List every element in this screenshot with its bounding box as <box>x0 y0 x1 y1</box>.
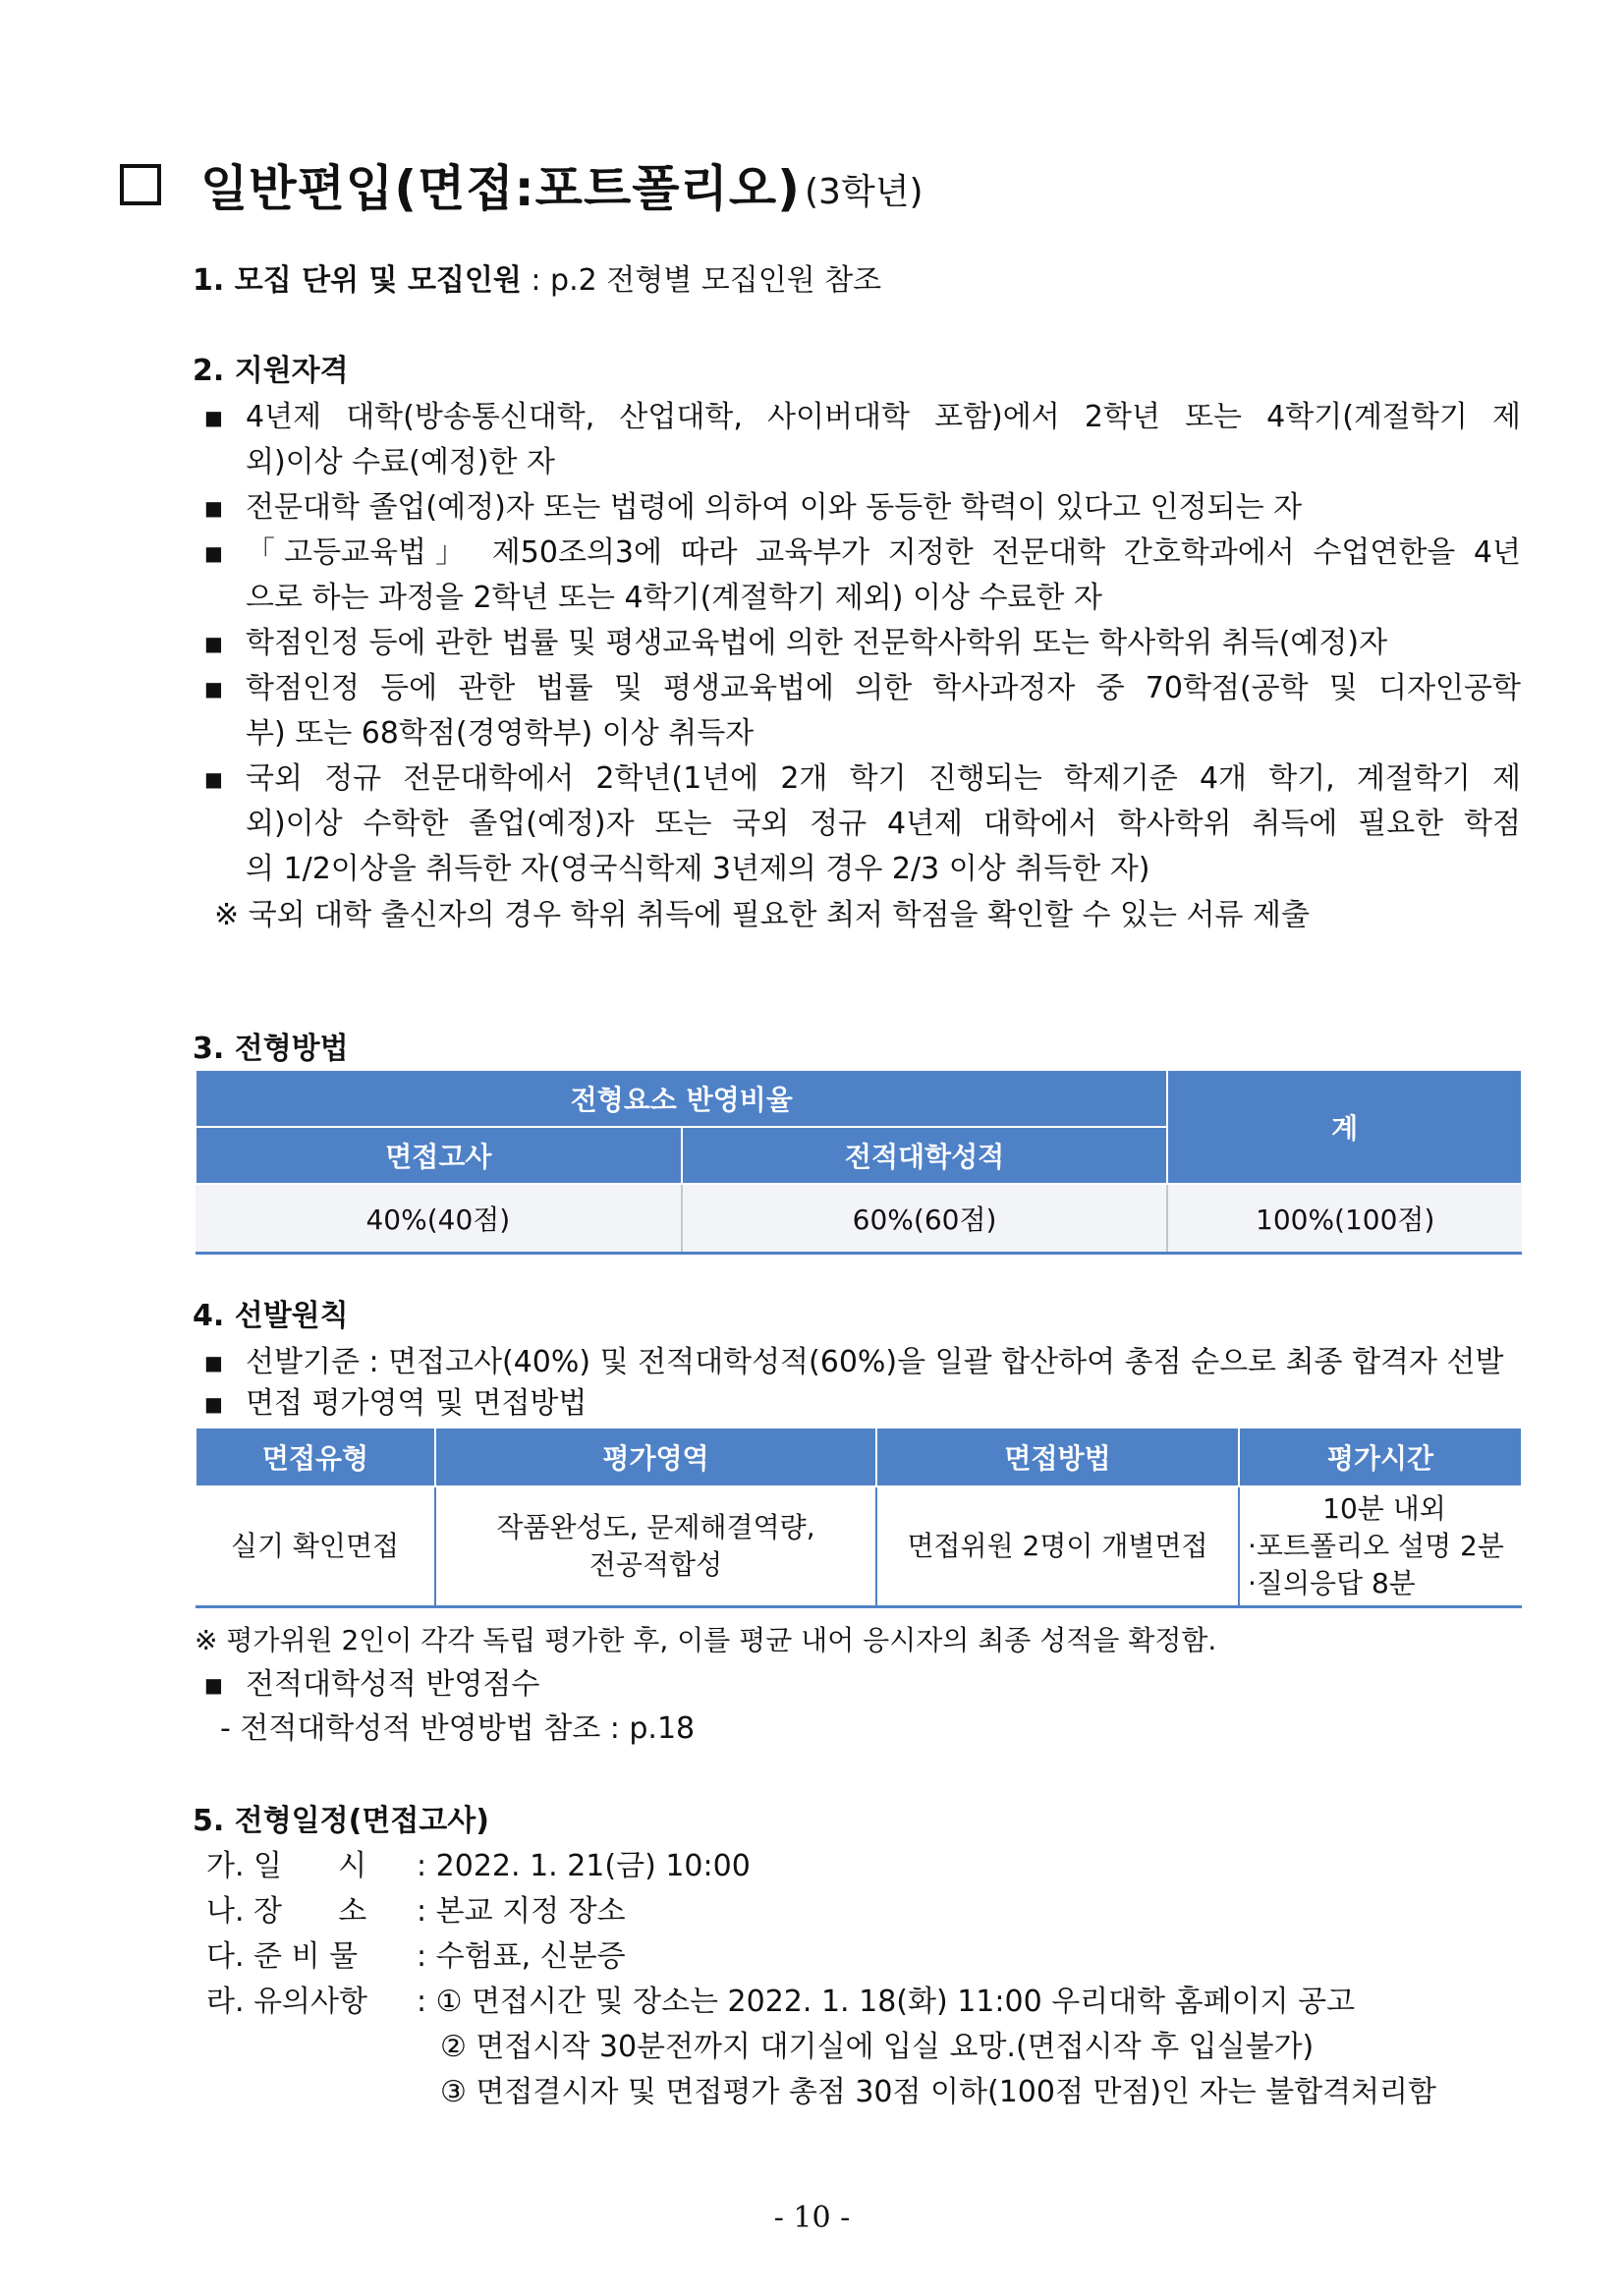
schedule-note: ② 면접시작 30분전까지 대기실에 입실 요망.(면접시작 후 입실불가) <box>440 2030 1315 2064</box>
list-item: ■ 면접 평가영역 및 면접방법 <box>204 1381 1521 1427</box>
group-header: 전형요소 반영비율 <box>196 1070 1167 1127</box>
square-bullet-icon: ■ <box>204 1351 223 1374</box>
section-3-head: 3. 전형방법 <box>193 1032 349 1066</box>
col-header: 면접고사 <box>196 1127 682 1184</box>
section-2-head: 2. 지원자격 <box>193 354 349 388</box>
square-bullet-icon: ■ <box>204 632 223 655</box>
list-item: ■ 「고등교육법」 제50조의3에 따라 교육부가 지정한 전문대학 간호학과에서 수업연한을 4년 으로 하는 과정을 2학년 또는 4학기(계절학기 제외) 이상 수료한 자 <box>204 531 1521 621</box>
page-number: - 10 - <box>773 2201 851 2235</box>
table-cell: 100%(100점) <box>1167 1184 1522 1254</box>
schedule-label: 다. 준 비 물 <box>206 1939 359 1974</box>
section-4-note: ※ 평가위원 2인이 각각 독립 평가한 후, 이를 평균 내어 응시자의 최종 성적을 확정함. <box>195 1624 1217 1656</box>
square-bullet-icon: ■ <box>204 767 223 791</box>
schedule-value: : 2022. 1. 21(금) 10:00 <box>417 1849 751 1883</box>
square-bullet-icon: ■ <box>204 677 223 700</box>
list-item: ■ 학점인정 등에 관한 법률 및 평생교육법에 의한 학사과정자 중 70학점(공학 및 디자인공학 부) 또는 68학점(경영학부) 이상 취득자 <box>204 666 1521 756</box>
square-bullet-icon: ■ <box>204 541 223 565</box>
section-1 <box>193 261 881 301</box>
square-bullet-icon: ■ <box>204 496 223 520</box>
col-header: 평가시간 <box>1239 1428 1522 1486</box>
schedule-value: : 본교 지정 장소 <box>417 1894 626 1929</box>
square-bullet-icon: ■ <box>204 1392 223 1416</box>
section-2-note: ※ 국외 대학 출신자의 경우 학위 취득에 필요한 최저 학점을 확인할 수 있는 서류 제출 <box>214 898 1310 932</box>
table-cell: 작품완성도, 문제해결역량, 전공적합성 <box>435 1486 876 1607</box>
col-header: 면접방법 <box>876 1428 1239 1486</box>
section-1-text: : p.2 전형별 모집인원 참조 <box>521 263 882 298</box>
col-header: 면접유형 <box>196 1428 435 1486</box>
col-header: 전적대학성적 <box>682 1127 1168 1184</box>
table-row <box>196 1486 1522 1607</box>
list-item: ■ 국외 정규 전문대학에서 2학년(1년에 2개 학기 진행되는 학제기준 4개 학기, 계절학기 제 외)이상 수학한 졸업(예정)자 또는 국외 정규 4년제 대학에서 학사학위 취득에 필요한 학점 의 1/2이상을 취득한 자(영국식학제 3년제의 경우 2/3 이상 취득한 자) <box>204 756 1521 892</box>
schedule-note: ③ 면접결시자 및 면접평가 총점 30점 이하(100점 만점)인 자는 불합격처리함 <box>440 2075 1437 2109</box>
schedule-label: 나. 장 소 <box>206 1894 367 1929</box>
table-cell: 40%(40점) <box>196 1184 682 1254</box>
table-cell: 면접위원 2명이 개별면접 <box>876 1486 1239 1607</box>
square-bullet-icon: ■ <box>204 406 223 429</box>
schedule-value: : 수험표, 신분증 <box>417 1939 626 1974</box>
list-item: ■ 4년제 대학(방송통신대학, 산업대학, 사이버대학 포함)에서 2학년 또는 4학기(계절학기 제 외)이상 수료(예정)한 자 <box>204 395 1521 485</box>
page-title: 일반편입(면접:포트폴리오) <box>200 160 801 217</box>
section-4-dash: - 전적대학성적 반영방법 참조 : p.18 <box>220 1711 696 1746</box>
empty-square-icon <box>120 164 161 205</box>
schedule-label: 가. 일 시 <box>206 1849 367 1883</box>
total-header: 계 <box>1167 1070 1522 1184</box>
list-item: ■ 학점인정 등에 관한 법률 및 평생교육법에 의한 전문학사학위 또는 학사학위 취득(예정)자 <box>204 621 1521 666</box>
section-4-head: 4. 선발원칙 <box>193 1299 349 1333</box>
list-item: ■ 선발기준 : 면접고사(40%) 및 전적대학성적(60%)을 일괄 합산하여 총점 순으로 최종 합격자 선발 <box>204 1340 1521 1385</box>
table-cell: 실기 확인면접 <box>196 1486 435 1607</box>
title-row <box>120 149 924 220</box>
col-header: 평가영역 <box>435 1428 876 1486</box>
schedule-label: 라. 유의사항 <box>206 1985 367 2019</box>
table-row <box>196 1184 1522 1254</box>
page-title-sub: (3학년) <box>805 171 924 212</box>
score-ratio-table <box>195 1069 1523 1255</box>
section-5-head: 5. 전형일정(면접고사) <box>193 1804 489 1838</box>
interview-table <box>195 1427 1523 1608</box>
list-item: ■ 전문대학 졸업(예정)자 또는 법령에 의하여 이와 동등한 학력이 있다고 인정되는 자 <box>204 485 1521 531</box>
table-cell: 10분 내외 ·포트폴리오 설명 2분 ·질의응답 8분 <box>1239 1486 1522 1607</box>
schedule-value: : ① 면접시간 및 장소는 2022. 1. 18(화) 11:00 우리대학 홈페이지 공고 <box>417 1985 1356 2019</box>
table-cell: 60%(60점) <box>682 1184 1168 1254</box>
square-bullet-icon: ■ <box>204 1673 223 1697</box>
list-item: ■ 전적대학성적 반영점수 <box>204 1662 1521 1708</box>
section-1-head: 1. 모집 단위 및 모집인원 <box>193 263 522 298</box>
